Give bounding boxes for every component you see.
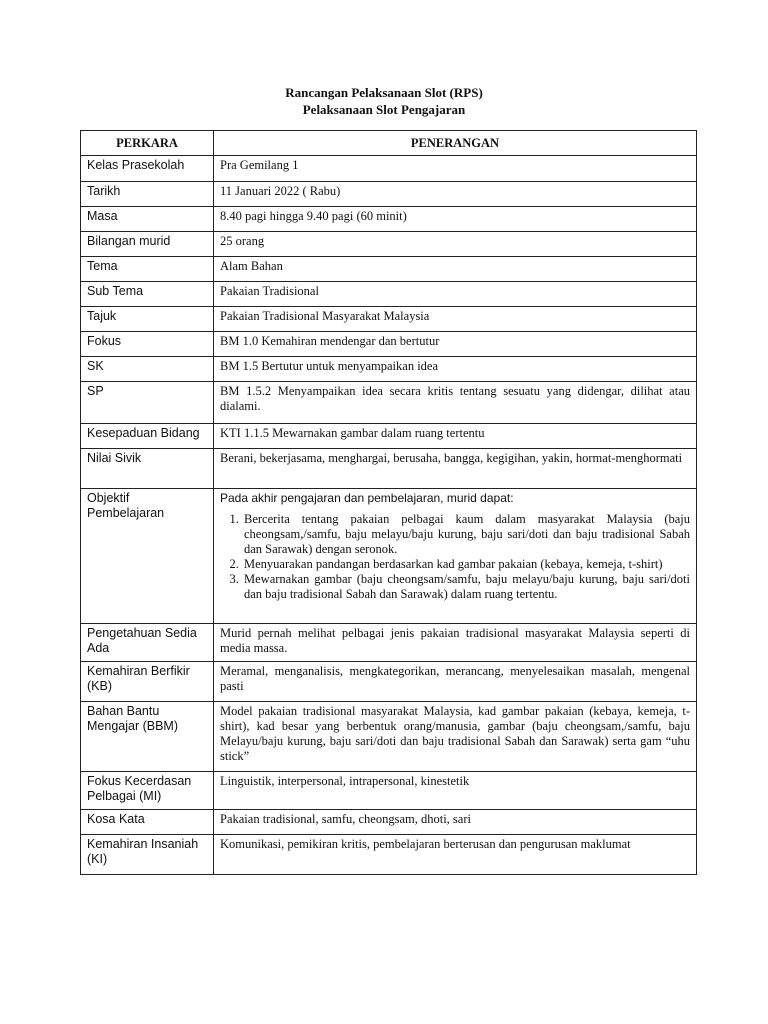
table-row bbox=[81, 156, 697, 182]
table-row bbox=[81, 257, 697, 282]
table-row bbox=[81, 307, 697, 332]
table-row bbox=[81, 624, 697, 662]
table-row bbox=[81, 772, 697, 810]
rps-table bbox=[80, 130, 697, 875]
row-value: 11 Januari 2022 ( Rabu) bbox=[214, 182, 697, 207]
row-value: BM 1.5 Bertutur untuk menyampaikan idea bbox=[214, 357, 697, 382]
row-value: 25 orang bbox=[214, 232, 697, 257]
row-value: Linguistik, interpersonal, intrapersonal, kinestetik bbox=[214, 772, 697, 810]
row-value: Model pakaian tradisional masyarakat Malaysia, kad gambar pakaian (kebaya, kemeja, t-shirt), kad besar yang berbentuk orang/manusia, gambar (baju cheongsam,/samfu, baju Melayu/baju kurung, baju sari/doti dan baju tradisional Sabah dan Sarawak) serta gam “uhu stick” bbox=[214, 702, 697, 772]
row-label: Sub Tema bbox=[81, 282, 214, 307]
document-title: Rancangan Pelaksanaan Slot (RPS) bbox=[285, 85, 483, 100]
table-row bbox=[81, 282, 697, 307]
table-row bbox=[81, 182, 697, 207]
row-label: Bilangan murid bbox=[81, 232, 214, 257]
row-label: Fokus bbox=[81, 332, 214, 357]
row-label: Objektif Pembelajaran bbox=[81, 489, 214, 624]
header-penerangan: PENERANGAN bbox=[214, 131, 697, 156]
table-row-objektif bbox=[81, 489, 697, 624]
row-value: Pakaian Tradisional bbox=[214, 282, 697, 307]
row-value: BM 1.5.2 Menyampaikan idea secara kritis tentang sesuatu yang didengar, dilihat atau dialami. bbox=[214, 382, 697, 424]
objektif-list bbox=[220, 512, 690, 602]
row-label: Tarikh bbox=[81, 182, 214, 207]
row-label: Bahan Bantu Mengajar (BBM) bbox=[81, 702, 214, 772]
document-subtitle: Pelaksanaan Slot Pengajaran bbox=[302, 102, 466, 117]
document-header bbox=[0, 84, 768, 118]
row-value: Berani, bekerjasama, menghargai, berusaha, bangga, kegigihan, yakin, hormat-menghormati bbox=[214, 449, 697, 489]
table-row bbox=[81, 357, 697, 382]
row-label: Masa bbox=[81, 207, 214, 232]
row-label: SK bbox=[81, 357, 214, 382]
row-label: SP bbox=[81, 382, 214, 424]
row-label: Tema bbox=[81, 257, 214, 282]
table-row bbox=[81, 207, 697, 232]
row-value: Pra Gemilang 1 bbox=[214, 156, 697, 182]
row-label: Kesepaduan Bidang bbox=[81, 424, 214, 449]
table-row bbox=[81, 449, 697, 489]
row-value: Alam Bahan bbox=[214, 257, 697, 282]
row-label: Kemahiran Berfikir (KB) bbox=[81, 662, 214, 702]
table-row bbox=[81, 702, 697, 772]
row-value: Meramal, menganalisis, mengkategorikan, merancang, menyelesaikan masalah, mengenal pasti bbox=[214, 662, 697, 702]
row-label: Kosa Kata bbox=[81, 810, 214, 835]
table-row bbox=[81, 662, 697, 702]
list-item: 3. Mewarnakan gambar (baju cheongsam/samfu, baju melayu/baju kurung, baju sari/doti dan baju tradisional Sabah dan Sarawak) dalam ruang tertentu. bbox=[242, 572, 690, 602]
row-label: Tajuk bbox=[81, 307, 214, 332]
list-item: 2. Menyuarakan pandangan berdasarkan kad gambar pakaian (kebaya, kemeja, t-shirt) bbox=[242, 557, 690, 572]
table-row bbox=[81, 232, 697, 257]
row-value: Murid pernah melihat pelbagai jenis pakaian tradisional masyarakat Malaysia seperti di media massa. bbox=[214, 624, 697, 662]
row-value: KTI 1.1.5 Mewarnakan gambar dalam ruang tertentu bbox=[214, 424, 697, 449]
header-perkara: PERKARA bbox=[81, 131, 214, 156]
table-row bbox=[81, 424, 697, 449]
row-value: Pakaian tradisional, samfu, cheongsam, dhoti, sari bbox=[214, 810, 697, 835]
row-value: Komunikasi, pemikiran kritis, pembelajaran berterusan dan pengurusan maklumat bbox=[214, 835, 697, 875]
table-row bbox=[81, 382, 697, 424]
row-label: Nilai Sivik bbox=[81, 449, 214, 489]
row-label: Fokus Kecerdasan Pelbagai (MI) bbox=[81, 772, 214, 810]
table-row bbox=[81, 810, 697, 835]
table-header-row bbox=[81, 131, 697, 156]
table-row bbox=[81, 835, 697, 875]
row-label: Kelas Prasekolah bbox=[81, 156, 214, 182]
row-label: Pengetahuan Sedia Ada bbox=[81, 624, 214, 662]
objektif-intro: Pada akhir pengajaran dan pembelajaran, murid dapat: bbox=[220, 491, 514, 505]
row-value: Pakaian Tradisional Masyarakat Malaysia bbox=[214, 307, 697, 332]
row-value: 8.40 pagi hingga 9.40 pagi (60 minit) bbox=[214, 207, 697, 232]
list-item: 1. Bercerita tentang pakaian pelbagai kaum dalam masyarakat Malaysia (baju cheongsam,/samfu, baju melayu/baju kurung, baju sari/doti dan baju tradisional Sabah dan Sarawak) dengan seronok. bbox=[242, 512, 690, 557]
table-row bbox=[81, 332, 697, 357]
row-label: Kemahiran Insaniah (KI) bbox=[81, 835, 214, 875]
objektif-cell bbox=[214, 489, 697, 624]
row-value: BM 1.0 Kemahiran mendengar dan bertutur bbox=[214, 332, 697, 357]
